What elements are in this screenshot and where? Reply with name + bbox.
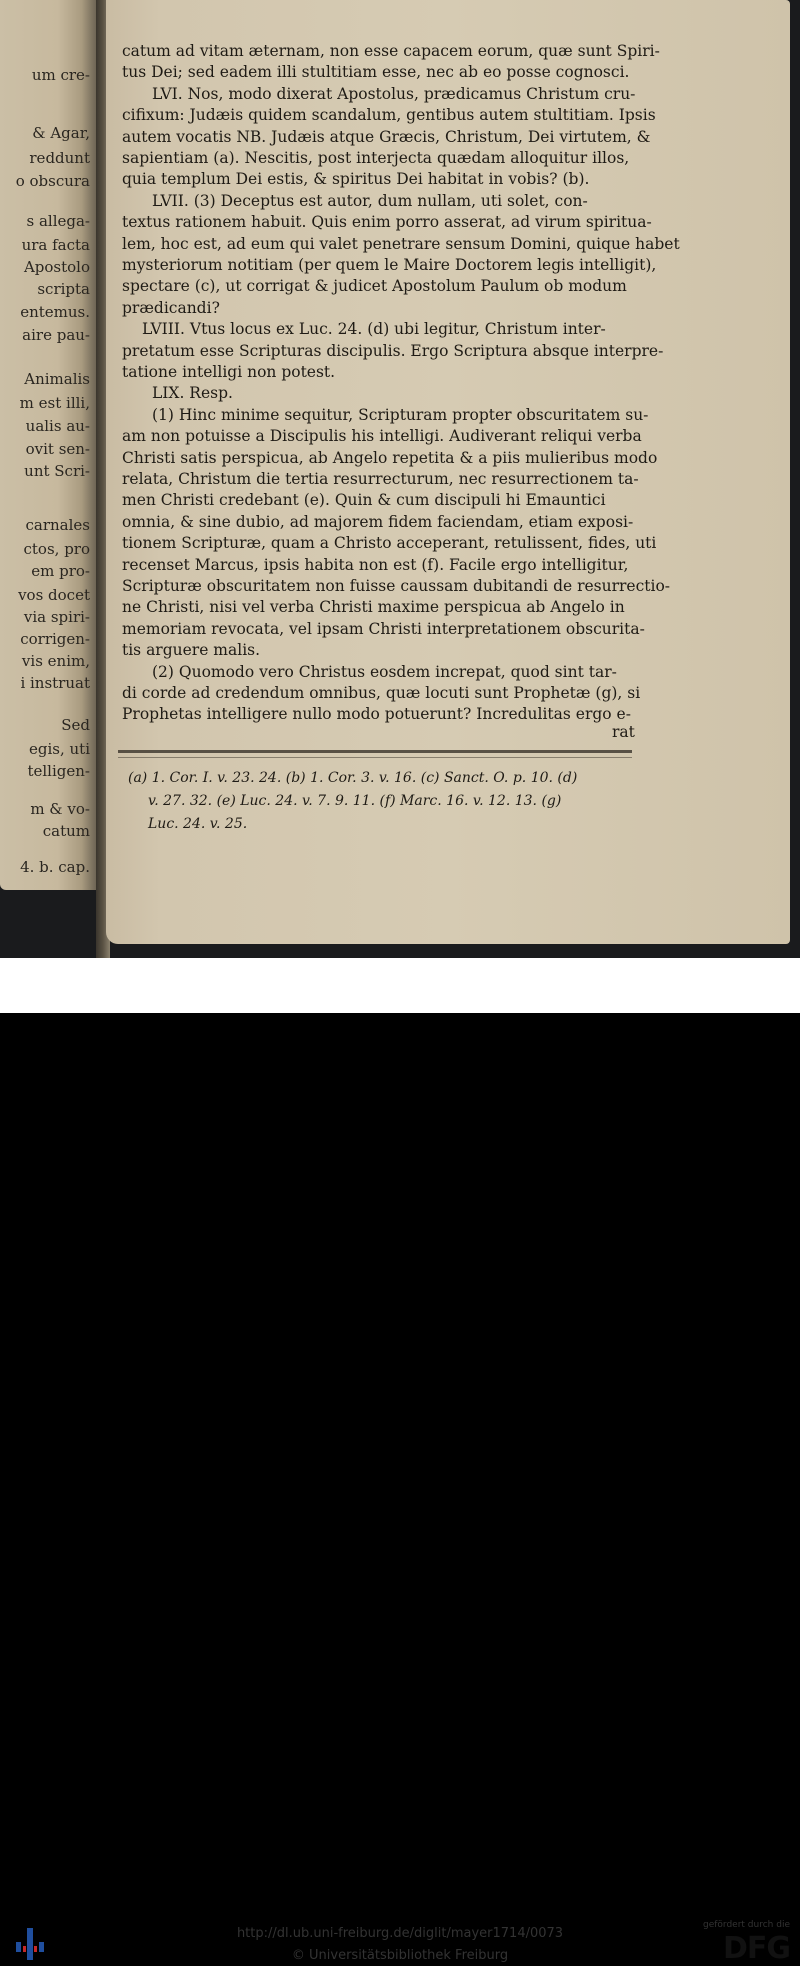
left-margin-fragment: ctos, pro <box>23 540 90 558</box>
text-line: mysteriorum notitiam (per quem le Maire Doctorem legis intelligit), <box>122 256 657 274</box>
left-margin-fragment: egis, uti <box>29 740 90 758</box>
left-page-edge <box>0 0 96 890</box>
viewer-footer <box>0 958 800 1966</box>
left-margin-fragment: o obscura <box>15 172 90 190</box>
left-margin-fragment: m & vo- <box>30 800 90 818</box>
left-margin-fragment: Animalis <box>24 370 90 388</box>
left-margin-fragment: vis enim, <box>21 652 90 670</box>
left-margin-fragment: s allega- <box>26 212 90 230</box>
text-line: tionem Scripturæ, quam a Christo acceperant, retulissent, fides, uti <box>122 534 657 553</box>
left-margin-fragment: 4. b. cap. <box>20 858 90 876</box>
text-line: catum ad vitam æternam, non esse capacem eorum, quæ sunt Spiri- <box>122 42 660 60</box>
left-margin-fragment: reddunt <box>29 149 90 167</box>
left-margin-fragment: entemus. <box>20 303 90 321</box>
text-line: LVII. (3) Deceptus est autor, dum nullam, uti solet, con- <box>152 191 588 210</box>
left-margin-fragment: corrigen- <box>20 630 90 648</box>
footnote-line: (a) 1. Cor. I. v. 23. 24. (b) 1. Cor. 3. v. 16. (c) Sanct. O. p. 10. (d) <box>128 770 578 786</box>
source-url[interactable]: http://dl.ub.uni-freiburg.de/diglit/mayer1714/0073 <box>236 1926 564 1941</box>
left-margin-fragment: Apostolo <box>23 258 90 276</box>
text-line: Christi satis perspicua, ab Angelo repetita & a piis mulieribus modo <box>122 448 658 467</box>
text-line: am non potuisse a Discipulis his intelligi. Audiverant reliqui verba <box>122 427 642 446</box>
sponsor-caption: gefördert durch die <box>703 1920 790 1930</box>
text-line: di corde ad credendum omnibus, quæ locuti sunt Prophetæ (g), si <box>122 684 641 702</box>
text-line: LVIII. Vtus locus ex Luc. 24. (d) ubi legitur, Christum inter- <box>142 320 606 339</box>
scan-image <box>0 0 800 958</box>
left-margin-fragment: m est illi, <box>19 394 90 412</box>
text-line: tis arguere malis. <box>122 641 261 660</box>
text-line: lem, hoc est, ad eum qui valet penetrare sensum Domini, quique habet <box>122 234 680 253</box>
left-margin-fragment: ovit sen- <box>25 440 90 458</box>
text-line: sapientiam (a). Nescitis, post interjecta quædam alloquitur illos, <box>122 149 630 167</box>
left-margin-fragment: Sed <box>61 716 90 734</box>
text-line: cifixum: Judæis quidem scandalum, gentibus autem stultitiam. Ipsis <box>122 106 656 125</box>
footnote-rule <box>118 750 632 753</box>
left-margin-fragment: & Agar, <box>32 124 90 142</box>
text-line: tus Dei; sed eadem illi stultitiam esse, nec ab eo posse cognosci. <box>122 63 630 82</box>
text-line: memoriam revocata, vel ipsam Christi interpretationem obscurita- <box>122 619 645 638</box>
left-margin-fragment: telligen- <box>27 762 90 780</box>
footnote-line: Luc. 24. v. 25. <box>148 816 248 832</box>
left-margin-fragment: i instruat <box>20 674 90 692</box>
text-line: (1) Hinc minime sequitur, Scripturam propter obscuritatem su- <box>152 405 649 424</box>
left-margin-fragment: um cre- <box>31 66 90 84</box>
left-margin-fragment: em pro- <box>31 562 90 580</box>
left-margin-fragment: vos docet <box>18 586 90 604</box>
text-line: omnia, & sine dubio, ad majorem fidem faciendam, etiam exposi- <box>122 512 634 531</box>
left-margin-fragment: scripta <box>37 280 90 298</box>
text-line: rat <box>612 723 635 742</box>
left-margin-fragment: via spiri- <box>23 608 90 626</box>
text-line: recenset Marcus, ipsis habita non est (f). Facile ergo intelligitur, <box>122 555 629 574</box>
text-line: textus rationem habuit. Quis enim porro asserat, ad virum spiritua- <box>122 213 652 232</box>
left-margin-fragment: aire pau- <box>22 326 90 344</box>
footnote-line: v. 27. 32. (e) Luc. 24. v. 7. 9. 11. (f) Marc. 16. v. 12. 13. (g) <box>148 793 562 809</box>
left-margin-fragment: catum <box>42 822 90 840</box>
text-line: Scripturæ obscuritatem non fuisse caussam dubitandi de resurrectio- <box>122 577 671 595</box>
text-line: Prophetas intelligere nullo modo potuerunt? Incredulitas ergo e- <box>122 705 631 724</box>
dfg-logo: DFG <box>722 1931 790 1966</box>
text-line: (2) Quomodo vero Christus eosdem increpat, quod sint tar- <box>152 662 617 681</box>
copyright-notice: © Universitätsbibliothek Freiburg <box>291 1948 509 1963</box>
left-margin-fragment: ualis au- <box>25 417 90 435</box>
text-line: autem vocatis NB. Judæis atque Græcis, Christum, Dei virtutem, & <box>122 127 651 146</box>
text-line: quia templum Dei estis, & spiritus Dei habitat in vobis? (b). <box>122 170 590 189</box>
text-line: relata, Christum die tertia resurrecturum, nec resurrectionem ta- <box>122 470 639 488</box>
text-line: tatione intelligi non potest. <box>122 363 336 381</box>
footnote-rule-thin <box>118 757 632 758</box>
text-line: spectare (c), ut corrigat & judicet Apostolum Paulum ob modum <box>122 277 627 296</box>
left-margin-fragment: unt Scri- <box>24 462 90 480</box>
text-line: pretatum esse Scripturas discipulis. Ergo Scriptura absque interpre- <box>122 341 664 360</box>
text-line: prædicandi? <box>122 298 220 317</box>
text-line: ne Christi, nisi vel verba Christi maxime perspicua ab Angelo in <box>122 598 625 617</box>
text-line: men Christi credebant (e). Quin & cum discipuli hi Emauntici <box>122 491 606 510</box>
left-margin-fragment: ura facta <box>21 236 90 254</box>
text-line: LVI. Nos, modo dixerat Apostolus, prædicamus Christum cru- <box>152 84 636 103</box>
text-line: LIX. Resp. <box>152 384 233 403</box>
left-margin-fragment: carnales <box>25 516 90 534</box>
